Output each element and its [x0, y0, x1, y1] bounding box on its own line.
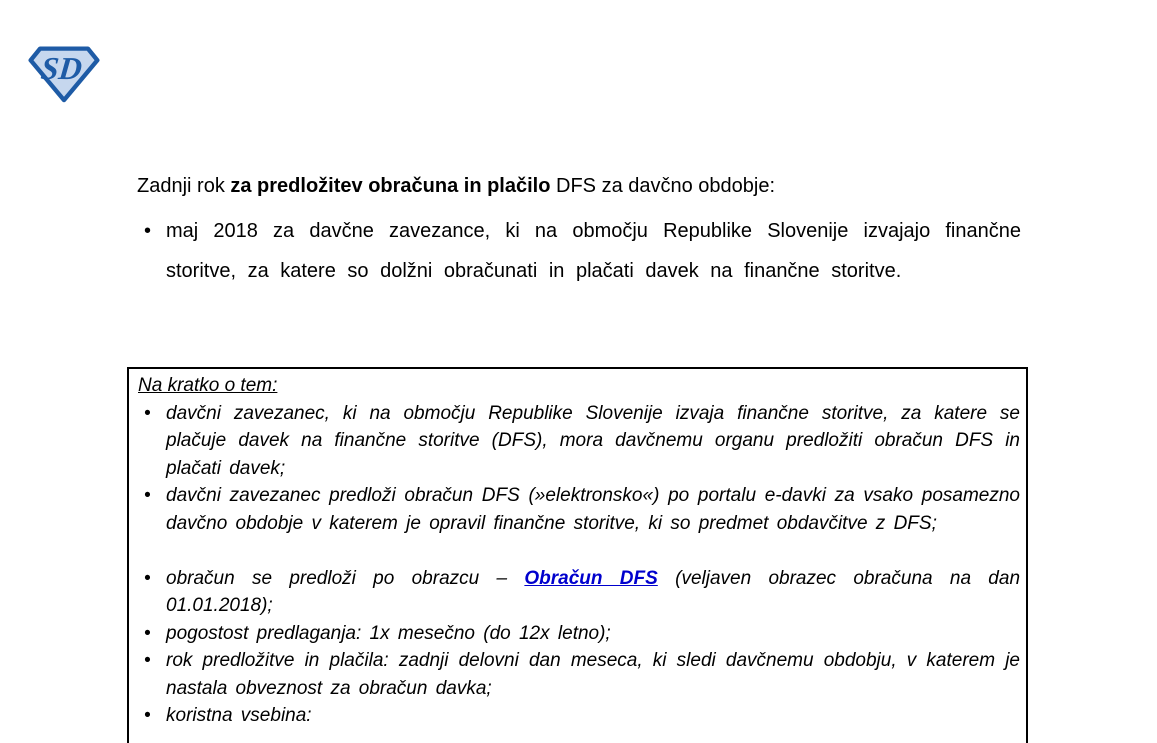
info-box-heading: Na kratko o tem: [138, 375, 278, 396]
info-item-electronic-filing: • davčni zavezanec predloži obračun DFS (»elektronsko«) po portalu e-davki za vsako posamezno davčno obdobje v katerem je opravil finančne storitve, ki so predmet obdavčitve z DFS; [138, 482, 1020, 537]
info-box-list [138, 400, 1020, 730]
title-bold-segment: za predložitev obračuna in plačilo [230, 175, 551, 197]
info-item-deadline: • rok predložitve in plačila: zadnji delovni dan meseca, ki sledi davčnemu obdobju, v katerem je nastala obveznost za obračun davka; [138, 647, 1020, 702]
obracun-dfs-link[interactable]: Obračun DFS [524, 567, 658, 589]
sd-logo [27, 45, 101, 103]
deadline-title [137, 173, 1037, 199]
title-prefix: Zadnji rok [137, 175, 231, 197]
title-suffix: DFS za davčno obdobje: [550, 175, 776, 197]
logo-letters: SD [39, 51, 84, 87]
info-item-taxpayer-obligation: • davčni zavezanec, ki na območju Republike Slovenije izvaja finančne storitve, za katere se plačuje davek na finančne storitve (DFS), mora davčnemu organu predložiti obračun DFS in plačati davek; [138, 400, 1020, 483]
info-item-useful-content: • koristna vsebina: [138, 702, 1020, 730]
info-item-frequency: • pogostost predlaganja: 1x mesečno (do 12x letno); [138, 620, 1020, 648]
deadline-bullet-paragraph: • maj 2018 za davčne zavezance, ki na območju Republike Slovenije izvajajo finančne storitve, za katere so dolžni obračunati in plačati davek na finančne storitve. [137, 211, 1021, 291]
form-text-after: (veljaven obrazec obračuna na dan 01.01.2018); [166, 567, 1021, 616]
summary-info-box [127, 367, 1028, 743]
info-item-form [138, 565, 1020, 620]
form-text-before: obračun se predloži po obrazcu – [166, 567, 525, 589]
